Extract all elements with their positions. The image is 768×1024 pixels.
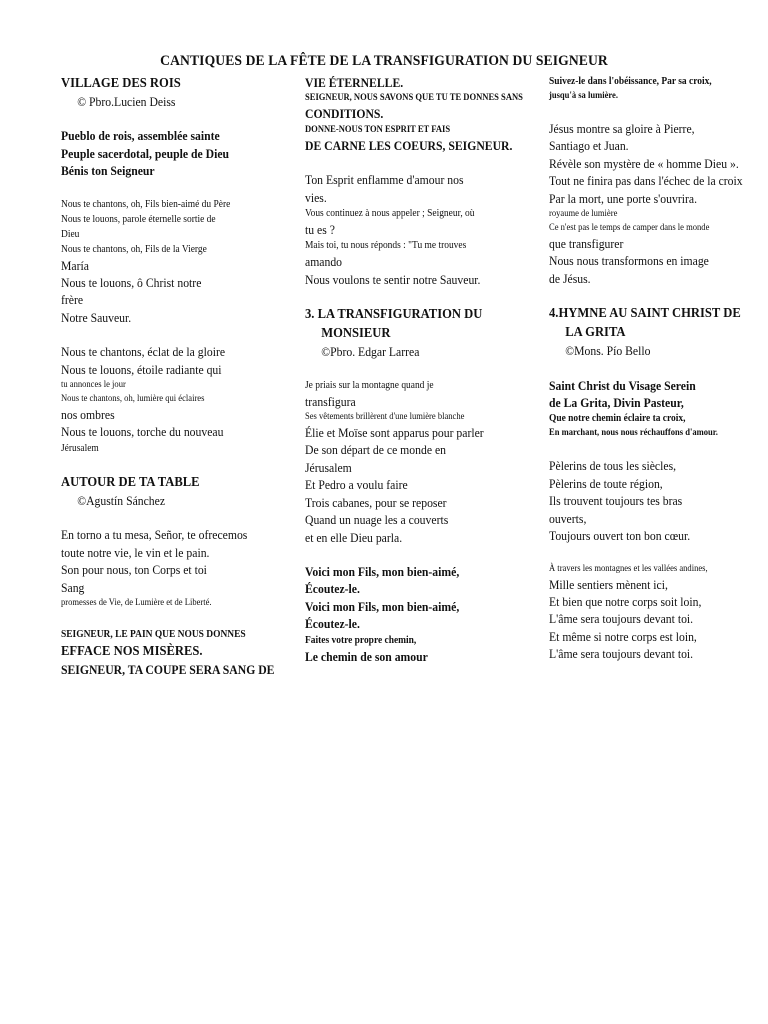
verse-line: de Jésus. xyxy=(549,270,591,286)
verse-line: toute notre vie, le vin et le pain. xyxy=(61,544,210,560)
verse-line: ouverts, xyxy=(549,510,587,526)
verse-line: Pèlerins de toute région, xyxy=(549,475,663,491)
verse-line: Tout ne finira pas dans l'échec de la croix xyxy=(549,173,743,189)
song-title: AUTOUR DE TA TABLE xyxy=(61,474,200,490)
verse-line: Et bien que notre corps soit loin, xyxy=(549,593,702,609)
chorus-line: Bénis ton Seigneur xyxy=(61,163,155,179)
verse-line: Mais toi, tu nous réponds : "Tu me trouves xyxy=(305,240,467,252)
chorus-line: de La Grita, Divin Pasteur, xyxy=(549,395,684,411)
song-title: VILLAGE DES ROIS xyxy=(61,76,181,91)
verse-line: Nous te louons, parole éternelle sortie de xyxy=(61,213,216,225)
verse-line: que transfigurer xyxy=(549,236,624,252)
verse-line: royaume de lumière xyxy=(549,209,618,220)
verse-line: Je priais sur la montagne quand je xyxy=(305,379,434,391)
verse-line: Ils trouvent toujours tes bras xyxy=(549,493,683,509)
verse-line: Ses vêtements brillèrent d'une lumière blanche xyxy=(305,412,465,423)
chorus-line: SEIGNEUR, TA COUPE SERA SANG DE xyxy=(61,661,275,677)
verse-line: Ce n'est pas le temps de camper dans le monde xyxy=(549,223,710,234)
verse-line: Quand un nuage les a couverts xyxy=(305,512,449,528)
song-author: ©Pbro. Edgar Larrea xyxy=(321,344,420,360)
verse-line: Trois cabanes, pour se reposer xyxy=(305,494,447,510)
verse-line: Par la mort, une porte s'ouvrira. xyxy=(549,190,697,206)
verse-line: Élie et Moïse sont apparus pour parler xyxy=(305,425,484,441)
chorus-line: CONDITIONS. xyxy=(305,106,384,122)
verse-line: Toujours ouvert ton bon cœur. xyxy=(549,528,691,544)
chorus-line: Écoutez-le. xyxy=(305,581,360,597)
column-2 xyxy=(305,74,545,665)
chorus-line: Saint Christ du Visage Serein xyxy=(549,377,696,393)
verse-line: De son départ de ce monde en xyxy=(305,442,447,458)
verse-line: Nous te chantons, éclat de la gloire xyxy=(61,344,226,360)
verse-line: Dieu xyxy=(61,228,80,240)
verse-line: tu annonces le jour xyxy=(61,380,126,391)
verse-line: Jésus montre sa gloire à Pierre, xyxy=(549,121,695,136)
chorus-line: EFFACE NOS MISÈRES. xyxy=(61,643,203,659)
verse-line: Nous te chantons, oh, Fils de la Vierge xyxy=(61,243,207,255)
chorus-line: jusqu'à sa lumière. xyxy=(549,91,618,101)
verse-line: Nous nous transformons en image xyxy=(549,253,709,269)
chorus-line: SEIGNEUR, LE PAIN QUE NOUS DONNES xyxy=(61,628,246,640)
chorus-line: Que notre chemin éclaire ta croix, xyxy=(549,413,686,425)
song-author: © Pbro.Lucien Deiss xyxy=(77,94,176,109)
chorus-line: DE CARNE LES COEURS, SEIGNEUR. xyxy=(305,137,513,153)
verse-line: Nous te chantons, oh, Fils bien-aimé du Père xyxy=(61,198,231,210)
verse-line: L'âme sera toujours devant toi. xyxy=(549,611,694,627)
chorus-line: DONNE-NOUS TON ESPRIT ET FAIS xyxy=(305,124,451,135)
verse-line: Nous te louons, torche du nouveau xyxy=(61,424,224,440)
column-3 xyxy=(549,74,768,663)
verse-line: Et Pedro a voulu faire xyxy=(305,477,408,493)
verse-line: Mille sentiers mènent ici, xyxy=(549,576,668,592)
verse-line: tu es ? xyxy=(305,222,335,238)
chorus-line: En marchant, nous nous réchauffons d'amour. xyxy=(549,428,718,439)
verse-line: Son pour nous, ton Corps et toi xyxy=(61,562,207,578)
song-title: MONSIEUR xyxy=(321,326,391,342)
verse-line: Ton Esprit enflamme d'amour nos xyxy=(305,172,464,188)
verse-line: Pèlerins de tous les siècles, xyxy=(549,458,677,474)
verse-line: En torno a tu mesa, Señor, te ofrecemos xyxy=(61,527,248,543)
verse-line: Notre Sauveur. xyxy=(61,309,132,325)
verse-line: Nous te louons, étoile radiante qui xyxy=(61,361,222,377)
verse-line: Révèle son mystère de « homme Dieu ». xyxy=(549,155,739,171)
chorus-line: Le chemin de son amour xyxy=(305,648,428,664)
verse-line: nos ombres xyxy=(61,407,115,423)
verse-line: María xyxy=(61,257,89,273)
chorus-line: Pueblo de rois, assemblée sainte xyxy=(61,128,220,144)
song-title: 3. LA TRANSFIGURATION DU xyxy=(305,307,483,323)
chorus-line: Suivez-le dans l'obéissance, Par sa croix, xyxy=(549,76,712,87)
song-author: ©Mons. Pío Bello xyxy=(565,343,651,359)
verse-line: Sang xyxy=(61,579,85,595)
chorus-line: SEIGNEUR, NOUS SAVONS QUE TU TE DONNES SANS xyxy=(305,93,523,104)
verse-line: transfigura xyxy=(305,393,356,409)
chorus-line: Faites votre propre chemin, xyxy=(305,634,417,646)
verse-line: Nous te louons, ô Christ notre xyxy=(61,275,202,291)
verse-line: Et même si notre corps est loin, xyxy=(549,628,697,644)
chorus-line: Voici mon Fils, mon bien-aimé, xyxy=(305,598,460,614)
verse-line: Nous te chantons, oh, lumière qui éclaires xyxy=(61,394,205,405)
chorus-line: Voici mon Fils, mon bien-aimé, xyxy=(305,563,460,579)
verse-line: Nous voulons te sentir notre Sauveur. xyxy=(305,271,481,287)
song-author: ©Agustín Sánchez xyxy=(77,492,166,508)
verse-line: Santiago et Juan. xyxy=(549,138,629,154)
verse-line: frère xyxy=(61,292,84,308)
column-1 xyxy=(61,74,293,678)
verse-line: Jérusalem xyxy=(61,442,99,454)
verse-line: Jérusalem xyxy=(305,459,352,475)
song-title: 4.HYMNE AU SAINT CHRIST DE xyxy=(549,306,741,322)
chorus-line: Peuple sacerdotal, peuple de Dieu xyxy=(61,145,230,161)
verse-line: promesses de Vie, de Lumière et de Liberté. xyxy=(61,597,212,608)
verse-line: Vous continuez à nous appeler ; Seigneur, où xyxy=(305,208,475,220)
page-title: CANTIQUES DE LA FÊTE DE LA TRANSFIGURATION DU SEIGNEUR xyxy=(160,53,608,69)
verse-line: vies. xyxy=(305,189,327,205)
song-title: LA GRITA xyxy=(565,325,626,341)
verse-line: À travers les montagnes et les vallées andines, xyxy=(549,563,708,574)
verse-line: L'âme sera toujours devant toi. xyxy=(549,646,694,662)
chorus-line: VIE ÉTERNELLE. xyxy=(305,75,404,90)
verse-line: amando xyxy=(305,254,343,270)
verse-line: et en elle Dieu parla. xyxy=(305,529,403,545)
chorus-line: Écoutez-le. xyxy=(305,616,360,632)
